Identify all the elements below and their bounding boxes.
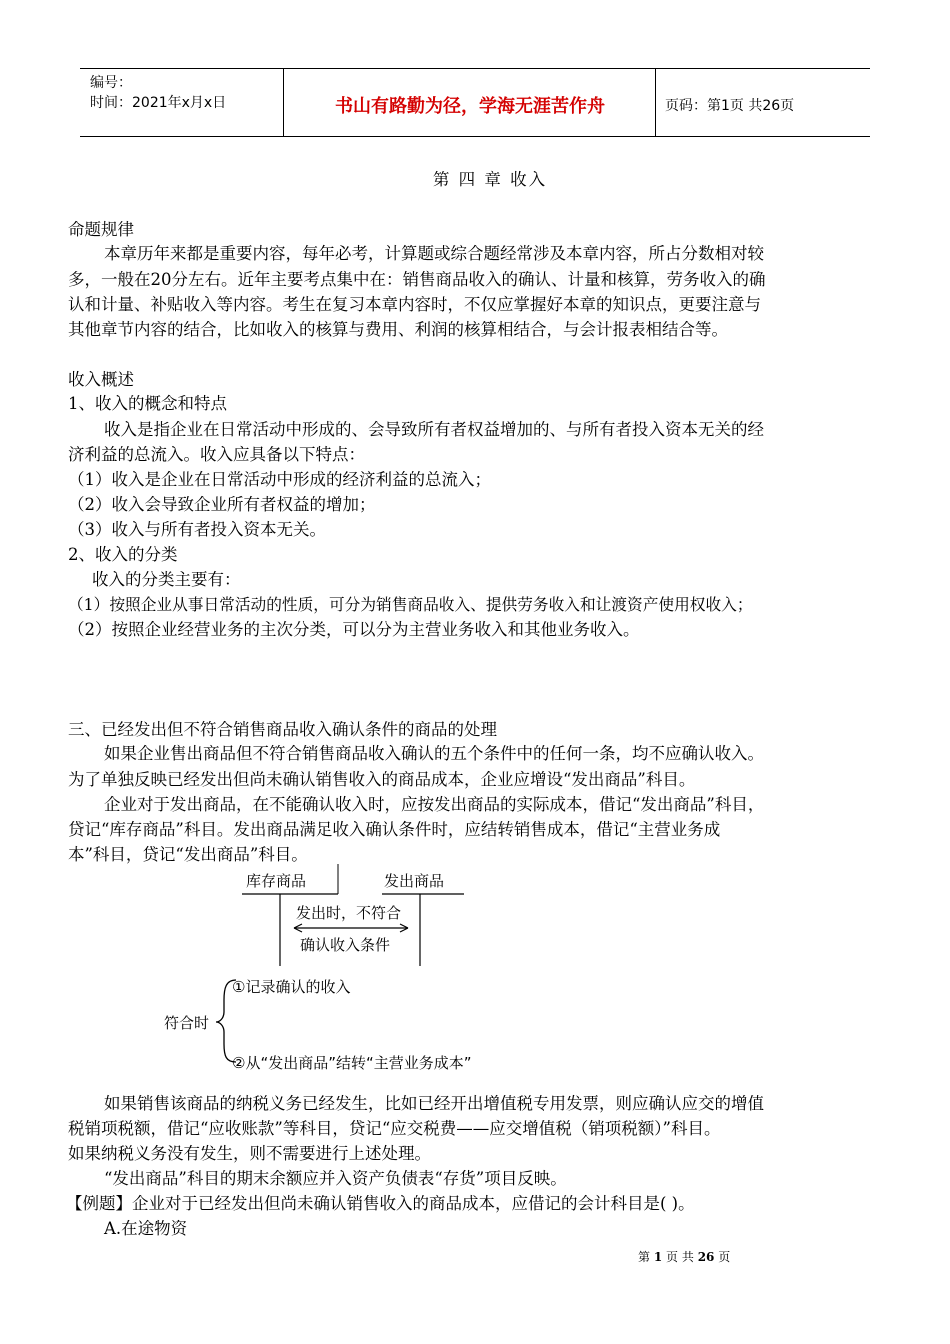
arrow-bottom-label: 确认收入条件 — [300, 936, 391, 954]
rule-heading: 命题规律 — [68, 220, 134, 239]
feature-item: （2）收入会导致企业所有者权益的增加； — [68, 495, 376, 514]
account-left-label: 库存商品 — [246, 872, 307, 890]
feature-item: （1）收入是企业在日常活动中形成的经济利益的总流入； — [68, 470, 491, 489]
section-three-paragraph-line: 企业对于发出商品，在不能确认收入时，应按发出商品的实际成本，借记“发出商品”科目， — [104, 795, 765, 814]
section-three-heading: 三、已经发出但不符合销售商品收入确认条件的商品的处理 — [68, 720, 497, 739]
header-divider-left — [283, 68, 284, 136]
classification-heading: 2、收入的分类 — [68, 545, 178, 564]
example-option-a: A.在途物资 — [104, 1219, 188, 1238]
header-divider-right — [655, 68, 656, 136]
section-three-paragraph-line: 如果企业售出商品但不符合销售商品收入确认的五个条件中的任何一条，均不应确认收入。 — [104, 744, 764, 763]
tax-paragraph-line: 税销项税额，借记“应收账款”等科目，贷记“应交税费——应交增值税（销项税额）”科目。 — [68, 1119, 721, 1138]
footer-mid: 页 共 — [666, 1250, 694, 1264]
branch-two-label: ②从“发出商品”结转“主营业务成本” — [232, 1054, 472, 1072]
concept-paragraph-line: 济利益的总流入。收入应具备以下特点： — [68, 445, 365, 464]
footer-total-pages: 26 — [697, 1250, 715, 1264]
account-right-label: 发出商品 — [384, 872, 445, 890]
rule-paragraph-line: 其他章节内容的结合，比如收入的核算与费用、利润的核算相结合，与会计报表相结合等。 — [68, 320, 728, 339]
classification-item: （1）按照企业从事日常活动的性质，可分为销售商品收入、提供劳务收入和让渡资产使用权收入； — [68, 595, 753, 614]
example-question: 【例题】企业对于已经发出但尚未确认销售收入的商品成本，应借记的会计科目是( )。 — [66, 1194, 695, 1213]
page-footer — [638, 1248, 730, 1265]
footer-post: 页 — [718, 1250, 731, 1264]
section-three-paragraph-line: 贷记“库存商品”科目。发出商品满足收入确认条件时，应结转销售成本，借记“主营业务成 — [68, 820, 721, 839]
header-number-label: 编号： — [90, 75, 132, 91]
feature-item: （3）收入与所有者投入资本无关。 — [68, 520, 326, 539]
classification-intro: 收入的分类主要有： — [92, 570, 241, 589]
section-three-paragraph-line: 本”科目，贷记“发出商品”科目。 — [68, 845, 308, 864]
concept-heading: 1、收入的概念和特点 — [68, 394, 227, 413]
footer-pre: 第 — [638, 1250, 651, 1264]
section-three-paragraph-line: 为了单独反映已经发出但尚未确认销售收入的商品成本，企业应增设“发出商品”科目。 — [68, 770, 696, 789]
header-motto: 书山有路勤为径，学海无涯苦作舟 — [335, 96, 605, 117]
header-bottom-rule — [80, 136, 870, 137]
balance-paragraph: “发出商品”科目的期末余额应并入资产负债表“存货”项目反映。 — [104, 1169, 567, 1188]
header-date-label: 时间：2021年x月x日 — [90, 95, 227, 111]
tax-paragraph-line: 如果销售该商品的纳税义务已经发生，比如已经开出增值税专用发票，则应确认应交的增值 — [104, 1094, 764, 1113]
overview-heading: 收入概述 — [68, 370, 134, 389]
footer-page-number: 1 — [653, 1250, 663, 1264]
header-top-rule — [80, 68, 870, 69]
arrow-top-label: 发出时，不符合 — [296, 904, 402, 922]
rule-paragraph-line: 多，一般在20分左右。近年主要考点集中在：销售商品收入的确认、计量和核算，劳务收入的确 — [68, 270, 766, 289]
header-page-label: 页码：第1页 共26页 — [665, 98, 795, 114]
rule-paragraph-line: 认和计量、补贴收入等内容。考生在复习本章内容时，不仅应掌握好本章的知识点，更要注意与 — [68, 295, 761, 314]
classification-item: （2）按照企业经营业务的主次分类，可以分为主营业务收入和其他业务收入。 — [68, 620, 640, 639]
tax-paragraph-line: 如果纳税义务没有发生，则不需要进行上述处理。 — [68, 1144, 431, 1163]
t-account-diagram — [160, 864, 560, 1074]
rule-paragraph-line: 本章历年来都是重要内容，每年必考，计算题或综合题经常涉及本章内容，所占分数相对较 — [104, 244, 764, 263]
chapter-title: 第 四 章 收入 — [432, 170, 548, 189]
concept-paragraph-line: 收入是指企业在日常活动中形成的、会导致所有者权益增加的、与所有者投入资本无关的经 — [104, 420, 764, 439]
meet-condition-label: 符合时 — [164, 1014, 210, 1032]
branch-one-label: ①记录确认的收入 — [232, 978, 351, 996]
